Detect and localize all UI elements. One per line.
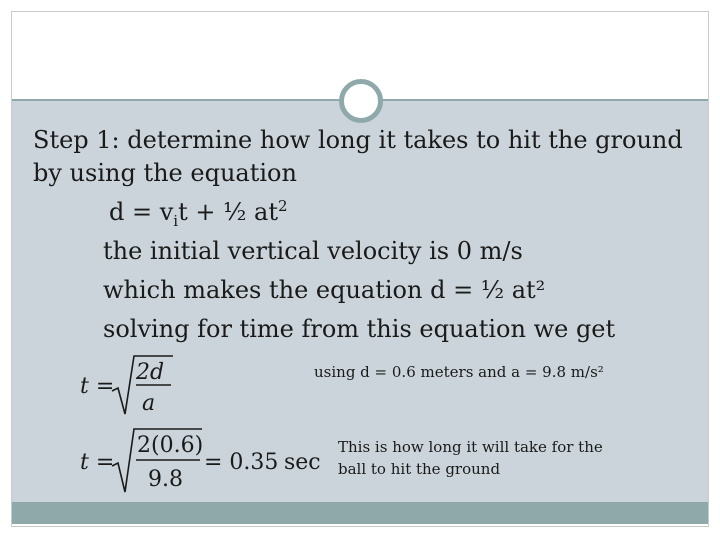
formula-time-numeric [78,424,328,496]
text-line-simplified-equation: which makes the equation d = ½ at² [103,276,546,304]
formula1-lhs: t = [80,374,115,399]
text-line-solve-time: solving for time from this equation we get [103,315,616,343]
formula2-numerator: 2(0.6) [137,433,204,458]
formula2-denominator: 9.8 [148,467,183,492]
text-line-equation-intro: by using the equation [33,159,297,187]
text-line-initial-velocity: the initial vertical velocity is 0 m/s [103,237,523,265]
note-result-line-1: This is how long it will take for the [338,438,603,456]
text-line-step1: Step 1: determine how long it takes to hit the ground [33,126,683,154]
formula2-result: = 0.35 [204,450,279,475]
kinematic-equation [109,196,288,228]
equation-subscript: i [173,211,179,230]
slide-footer-bar [12,502,708,524]
equation-prefix: d = v [109,198,174,226]
note-result-line-2: ball to hit the ground [338,460,501,478]
formula2-unit: sec [284,450,321,475]
formula2-lhs: t = [80,450,115,475]
note-given-values: using d = 0.6 meters and a = 9.8 m/s² [314,363,604,381]
divider-circle-ornament [339,79,383,123]
equation-middle: t + ½ at [178,198,278,226]
formula1-numerator: 2d [136,360,165,385]
equation-superscript: 2 [277,197,288,215]
formula1-denominator: a [142,391,156,416]
formula-time-general [78,352,198,418]
